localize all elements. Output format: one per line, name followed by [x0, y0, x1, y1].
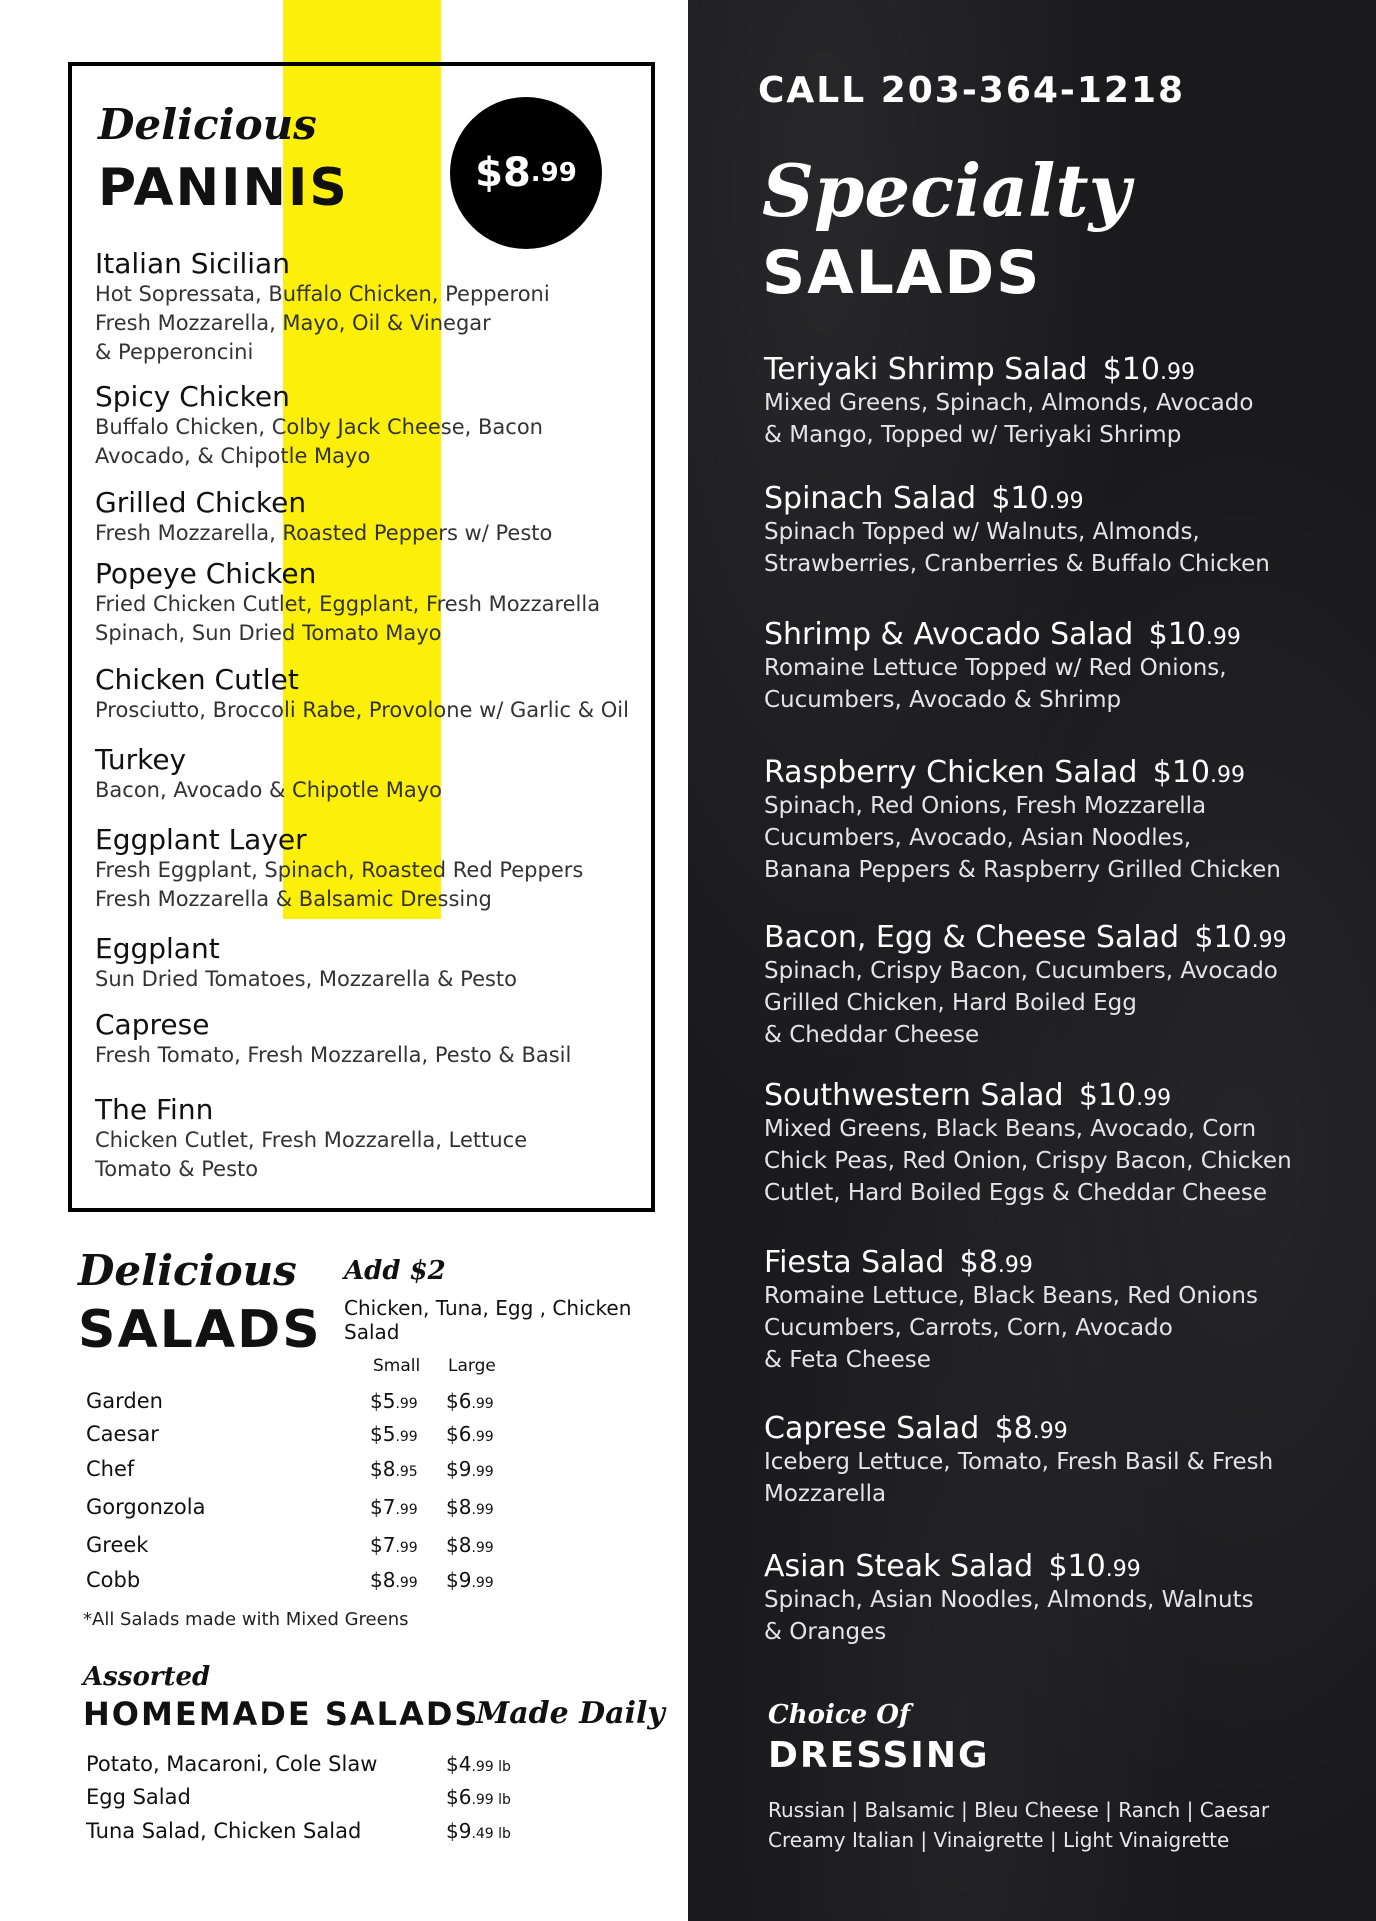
specialty-item [764, 352, 1253, 451]
homemade-price [446, 1785, 511, 1809]
price-dollars: $10 [1078, 1078, 1137, 1113]
homemade-row-name: Tuna Salad, Chicken Salad [86, 1819, 362, 1843]
panini-name: Popeye Chicken [95, 557, 317, 590]
price-dollars: $8 [370, 1457, 396, 1481]
specialty-desc: Mixed Greens, Black Beans, Avocado, Corn [764, 1116, 1257, 1142]
specialty-desc: Mozzarella [764, 1481, 887, 1507]
panini-desc: Avocado, & Chipotle Mayo [95, 444, 371, 468]
price-dollars: $6 [446, 1389, 472, 1413]
price-cents: .49 lb [471, 1826, 511, 1842]
chalkboard-panel [688, 0, 1376, 1921]
homemade-row-name: Potato, Macaroni, Cole Slaw [86, 1752, 378, 1776]
specialty-item [764, 481, 1270, 580]
specialty-price [1103, 352, 1195, 387]
price-cents: .99 [1032, 1419, 1068, 1444]
price-dollars: $9 [446, 1568, 472, 1592]
salad-price-large [446, 1457, 494, 1481]
salad-price-large [446, 1389, 494, 1413]
panini-item [95, 823, 583, 914]
panini-desc: Bacon, Avocado & Chipotle Mayo [95, 778, 442, 802]
panini-desc: Sun Dried Tomatoes, Mozzarella & Pesto [95, 967, 518, 991]
specialty-desc: Spinach, Red Onions, Fresh Mozzarella [764, 793, 1207, 819]
salads-add-label: Add $2 [344, 1256, 446, 1286]
panini-name: Grilled Chicken [95, 486, 307, 519]
panini-item [95, 1093, 527, 1184]
specialty-desc: Spinach, Asian Noodles, Almonds, Walnuts [764, 1587, 1254, 1613]
specialty-heading: SALADS [762, 238, 1042, 308]
price-cents: .99 [1048, 489, 1084, 514]
specialty-price [960, 1245, 1033, 1280]
specialty-desc: Mixed Greens, Spinach, Almonds, Avocado [764, 390, 1254, 416]
price-dollars: $9 [446, 1457, 472, 1481]
price-dollars: $10 [1048, 1549, 1106, 1584]
salads-heading: SALADS [78, 1300, 322, 1360]
salad-row-name: Garden [86, 1389, 163, 1413]
price-dollars: $8 [994, 1411, 1033, 1446]
price-cents: .99 [1105, 1557, 1141, 1582]
specialty-item [764, 1245, 1258, 1376]
specialty-desc: Romaine Lettuce Topped w/ Red Onions, [764, 655, 1227, 681]
salad-price-large [446, 1495, 494, 1519]
salad-price-large [446, 1533, 494, 1557]
salad-row-name: Cobb [86, 1568, 141, 1592]
price-dollars: $10 [1152, 755, 1210, 790]
specialty-name: Shrimp & Avocado Salad [764, 617, 1134, 652]
panini-item [95, 486, 552, 548]
specialty-desc: Chick Peas, Red Onion, Crispy Bacon, Chicken [764, 1148, 1292, 1174]
panini-desc: Tomato & Pesto [95, 1157, 259, 1181]
specialty-desc: & Cheddar Cheese [764, 1022, 980, 1048]
panini-name: The Finn [95, 1093, 214, 1126]
price-cents: .99 [471, 1464, 494, 1480]
specialty-name: Bacon, Egg & Cheese Salad [764, 920, 1180, 955]
panini-name: Italian Sicilian [95, 247, 290, 280]
panini-desc: Fresh Mozzarella, Roasted Peppers w/ Pesto [95, 521, 553, 545]
specialty-item [764, 755, 1281, 886]
specialty-desc: Cucumbers, Carrots, Corn, Avocado [764, 1315, 1173, 1341]
salad-price-large [446, 1422, 494, 1446]
specialty-item [764, 920, 1287, 1051]
specialty-name: Asian Steak Salad [764, 1549, 1034, 1584]
specialty-item [764, 1549, 1254, 1648]
specialty-name: Teriyaki Shrimp Salad [764, 352, 1088, 387]
panini-item [95, 663, 629, 725]
price-dollars: $6 [446, 1785, 472, 1809]
price-dollars: $8 [446, 1495, 472, 1519]
price-dollars: $10 [1148, 617, 1206, 652]
specialty-item [764, 617, 1241, 716]
specialty-price [1149, 617, 1241, 652]
salad-row-name: Greek [86, 1533, 149, 1557]
specialty-name: Fiesta Salad [764, 1245, 945, 1280]
price-dollars: $5 [370, 1389, 396, 1413]
specialty-name: Southwestern Salad [764, 1078, 1064, 1113]
price-dollars: $8 [370, 1568, 396, 1592]
specialty-name: Spinach Salad [764, 481, 977, 516]
price-dollars: $7 [370, 1533, 396, 1557]
panini-desc: Spinach, Sun Dried Tomato Mayo [95, 621, 442, 645]
price-cents: .99 [471, 1540, 494, 1556]
specialty-desc: Strawberries, Cranberries & Buffalo Chicken [764, 551, 1270, 577]
specialty-desc: Spinach Topped w/ Walnuts, Almonds, [764, 519, 1200, 545]
price-cents: .99 [1159, 360, 1195, 385]
panini-desc: Fried Chicken Cutlet, Eggplant, Fresh Mozzarella [95, 592, 601, 616]
price-cents: .99 lb [471, 1792, 511, 1808]
panini-desc: Fresh Mozzarella, Mayo, Oil & Vinegar [95, 311, 491, 335]
salad-price-small [370, 1389, 418, 1413]
salad-price-small [370, 1568, 418, 1592]
homemade-row-name: Egg Salad [86, 1785, 191, 1809]
panini-name: Spicy Chicken [95, 380, 290, 413]
price-dollars: $8 [959, 1245, 998, 1280]
panini-name: Eggplant [95, 932, 220, 965]
specialty-desc: Banana Peppers & Raspberry Grilled Chicken [764, 857, 1281, 883]
price-dollars: $6 [446, 1422, 472, 1446]
salad-price-small [370, 1422, 418, 1446]
price-dollars: $9 [446, 1819, 472, 1843]
dressing-list [768, 1795, 1269, 1855]
price-dollars: $10 [991, 481, 1049, 516]
price-cents: .99 [395, 1540, 418, 1556]
salad-row-name: Caesar [86, 1422, 159, 1446]
specialty-price [1153, 755, 1245, 790]
price-cents: .99 [471, 1575, 494, 1591]
panini-desc: Buffalo Chicken, Colby Jack Cheese, Bacon [95, 415, 543, 439]
paninis-price-dollars: $8 [475, 150, 531, 196]
specialty-desc: Spinach, Crispy Bacon, Cucumbers, Avocado [764, 958, 1278, 984]
price-cents: .99 [395, 1575, 418, 1591]
price-cents: .99 [395, 1502, 418, 1518]
price-dollars: $10 [1194, 920, 1252, 955]
specialty-desc: Cutlet, Hard Boiled Eggs & Cheddar Cheese [764, 1180, 1268, 1206]
price-cents: .99 [1136, 1086, 1172, 1111]
panini-item [95, 743, 442, 805]
paninis-price-badge [450, 97, 602, 249]
price-cents: .99 [395, 1429, 418, 1445]
specialty-price [1079, 1078, 1171, 1113]
homemade-heading-script: Assorted [83, 1662, 211, 1692]
specialty-desc: & Oranges [764, 1619, 887, 1645]
specialty-name: Raspberry Chicken Salad [764, 755, 1138, 790]
panini-name: Caprese [95, 1008, 210, 1041]
dressing-line: Creamy Italian | Vinaigrette | Light Vinaigrette [768, 1828, 1230, 1852]
panini-name: Chicken Cutlet [95, 663, 299, 696]
price-cents: .99 [997, 1253, 1033, 1278]
specialty-desc: Cucumbers, Avocado, Asian Noodles, [764, 825, 1192, 851]
salad-price-small [370, 1495, 418, 1519]
panini-desc: Fresh Eggplant, Spinach, Roasted Red Peppers [95, 858, 584, 882]
price-dollars: $7 [370, 1495, 396, 1519]
specialty-desc: Iceberg Lettuce, Tomato, Fresh Basil & Fresh [764, 1449, 1274, 1475]
phone-number: CALL 203-364-1218 [758, 70, 1186, 111]
salad-price-small [370, 1457, 418, 1481]
price-cents: .99 [1205, 625, 1241, 650]
column-header-large: Large [448, 1356, 496, 1376]
price-cents: .99 [1210, 763, 1245, 788]
panini-name: Turkey [95, 743, 187, 776]
specialty-desc: Grilled Chicken, Hard Boiled Egg [764, 990, 1137, 1016]
specialty-item [764, 1411, 1273, 1510]
paninis-heading: PANINIS [98, 158, 349, 218]
salad-price-small [370, 1533, 418, 1557]
panini-item [95, 557, 600, 648]
price-cents: .95 [395, 1464, 418, 1480]
panini-item [95, 932, 517, 994]
price-dollars: $4 [446, 1752, 472, 1776]
salads-heading-script: Delicious [78, 1246, 297, 1295]
panini-desc: Hot Sopressata, Buffalo Chicken, Pepperoni [95, 282, 550, 306]
price-dollars: $10 [1102, 352, 1160, 387]
specialty-desc: & Feta Cheese [764, 1347, 931, 1373]
homemade-heading: HOMEMADE SALADS [83, 1695, 480, 1733]
homemade-tagline: Made Daily [476, 1696, 665, 1731]
specialty-price [995, 1411, 1068, 1446]
price-cents: .99 lb [471, 1759, 511, 1775]
panini-name: Eggplant Layer [95, 823, 307, 856]
panini-desc: Fresh Mozzarella & Balsamic Dressing [95, 887, 492, 911]
specialty-price [1048, 1549, 1140, 1584]
dressing-line: Russian | Balsamic | Bleu Cheese | Ranch | Caesar [768, 1798, 1270, 1822]
price-dollars: $5 [370, 1422, 396, 1446]
specialty-heading-script: Specialty [762, 148, 1131, 233]
paninis-price-cents: .99 [530, 158, 577, 188]
specialty-desc: & Mango, Topped w/ Teriyaki Shrimp [764, 422, 1182, 448]
panini-item [95, 380, 543, 471]
specialty-desc: Romaine Lettuce, Black Beans, Red Onions [764, 1283, 1258, 1309]
panini-desc: Fresh Tomato, Fresh Mozzarella, Pesto & Basil [95, 1043, 572, 1067]
homemade-price [446, 1752, 511, 1776]
salads-add-options: Chicken, Tuna, Egg , Chicken Salad [344, 1296, 632, 1344]
specialty-price [991, 481, 1083, 516]
price-cents: .99 [471, 1429, 494, 1445]
salad-price-large [446, 1568, 494, 1592]
panini-desc: Chicken Cutlet, Fresh Mozzarella, Lettuce [95, 1128, 528, 1152]
specialty-price [1194, 920, 1286, 955]
specialty-item [764, 1078, 1292, 1209]
price-cents: .99 [395, 1396, 418, 1412]
panini-item [95, 247, 550, 367]
specialty-name: Caprese Salad [764, 1411, 980, 1446]
panini-desc: Prosciutto, Broccoli Rabe, Provolone w/ Garlic & Oil [95, 698, 629, 722]
price-cents: .99 [1251, 928, 1287, 953]
price-dollars: $8 [446, 1533, 472, 1557]
paninis-heading-script: Delicious [98, 100, 317, 149]
salads-note: *All Salads made with Mixed Greens [83, 1609, 409, 1630]
salad-row-name: Chef [86, 1457, 135, 1481]
dressing-heading: DRESSING [768, 1735, 990, 1776]
homemade-price [446, 1819, 511, 1843]
panini-desc: & Pepperoncini [95, 340, 254, 364]
dressing-heading-script: Choice Of [768, 1700, 911, 1730]
price-cents: .99 [471, 1502, 494, 1518]
specialty-desc: Cucumbers, Avocado & Shrimp [764, 687, 1122, 713]
panini-item [95, 1008, 571, 1070]
price-cents: .99 [471, 1396, 494, 1412]
column-header-small: Small [373, 1356, 421, 1376]
salad-row-name: Gorgonzola [86, 1495, 206, 1519]
